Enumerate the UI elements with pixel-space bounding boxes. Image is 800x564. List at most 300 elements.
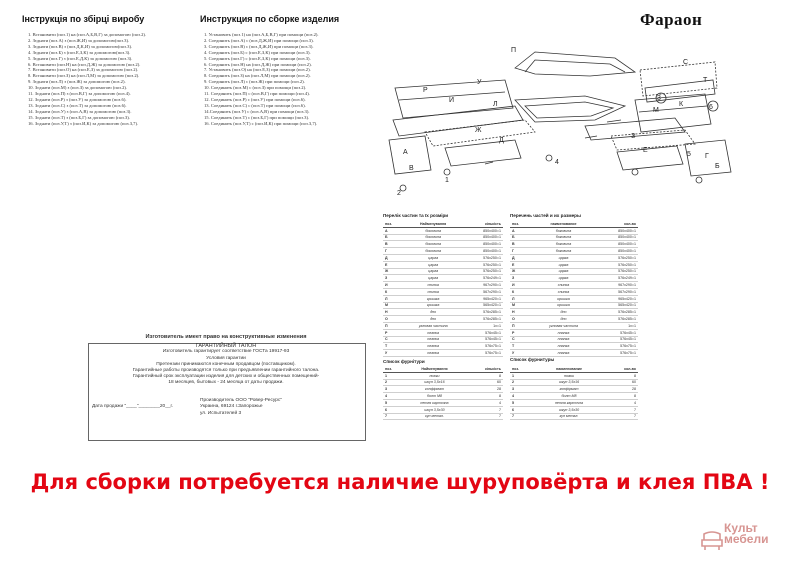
table-row bbox=[383, 254, 503, 261]
table-row bbox=[510, 248, 638, 255]
table-row bbox=[383, 343, 503, 350]
table-cell: К bbox=[383, 288, 403, 295]
list-item: 8. Встановити (поз.З) на (поз.Л,М) за допомогою (поз.2). bbox=[28, 73, 140, 79]
hardware-table-ru bbox=[510, 366, 638, 420]
list-item: 12. Зєднати (поз.Р) з (поз.У) за допомогою (поз.6). bbox=[28, 96, 127, 102]
hardware-table-ua bbox=[383, 366, 503, 420]
table-row bbox=[383, 288, 503, 295]
table-cell: Л bbox=[510, 295, 532, 302]
table-cell: планка bbox=[532, 350, 596, 357]
table-row bbox=[510, 316, 638, 323]
table-cell: спинка bbox=[403, 282, 463, 289]
table-cell: 850х400=1 bbox=[595, 248, 638, 255]
table-cell: 7 bbox=[604, 413, 638, 420]
parts-table-ua bbox=[383, 221, 503, 357]
table-cell: Н bbox=[510, 309, 532, 316]
column-header: поз. bbox=[383, 221, 403, 227]
table-row bbox=[383, 379, 503, 386]
table-row bbox=[383, 295, 503, 302]
table-row bbox=[510, 254, 638, 261]
table-cell: царга bbox=[403, 268, 463, 275]
list-item: 13. Соединить (поз.С) с (поз.Т) при помощи (поз.6). bbox=[204, 102, 306, 108]
table-row bbox=[510, 399, 638, 406]
table-cell: С bbox=[510, 336, 532, 343]
list-item: 3. Зєднати (поз.В) з (поз.Д,К,И) за допомогою(поз.3). bbox=[28, 43, 133, 49]
logo-line: Культ bbox=[724, 521, 758, 535]
table-cell: В bbox=[510, 241, 532, 248]
table-row bbox=[383, 350, 503, 357]
table-cell: царга bbox=[403, 254, 463, 261]
table-cell: 965х420=1 bbox=[595, 295, 638, 302]
diagram-label: Л bbox=[493, 101, 498, 108]
table-row bbox=[383, 282, 503, 289]
diagram-label: Ж bbox=[475, 127, 482, 134]
table-cell: Ж bbox=[383, 268, 403, 275]
list-item: 2. Зєднати (поз.А) з (поз.Ж,И) за допомогою(поз.3). bbox=[28, 37, 130, 43]
table-row bbox=[383, 386, 503, 393]
table-row bbox=[510, 413, 638, 420]
table-cell: 6 bbox=[383, 406, 404, 413]
list-item: 8. Соединить (поз.З) на (поз.Л,М) при помощи (поз.2). bbox=[204, 73, 311, 79]
table-cell: шкуп 3,5х16 bbox=[404, 379, 465, 386]
table-cell: Т bbox=[383, 343, 403, 350]
sofa-logo-icon bbox=[700, 526, 724, 552]
table-cell: 8 bbox=[604, 372, 638, 379]
table-row bbox=[510, 336, 638, 343]
table-cell: Б bbox=[510, 234, 532, 241]
list-item: 14. Зєднати (поз.У) з (поз.А,В) за допомогою (поз.3). bbox=[28, 108, 132, 114]
manufacturer-address: Украина, 69124 г.Запорожье bbox=[200, 404, 263, 410]
table-cell: кришка bbox=[532, 295, 596, 302]
table-cell: боковина bbox=[532, 241, 596, 248]
ua-instructions-title: Інструкція по збірці виробу bbox=[22, 14, 145, 24]
table-cell: планка bbox=[403, 329, 463, 336]
sale-date: Дата продажи "____"________20__г. bbox=[92, 404, 174, 409]
table-cell: 967х290=1 bbox=[463, 282, 503, 289]
table-cell: 576х250=1 bbox=[463, 254, 503, 261]
hardware-ru-title: Список фурнитуры bbox=[510, 357, 555, 362]
table-row bbox=[383, 322, 503, 329]
list-item: 13. Зєднати (поз.С) з (поз.Т) за допомогою (поз.6). bbox=[28, 102, 127, 108]
table-cell: 7 bbox=[510, 413, 534, 420]
table-cell: У bbox=[510, 350, 532, 357]
table-cell: 8 bbox=[465, 372, 503, 379]
table-cell: В bbox=[383, 241, 403, 248]
table-cell: И bbox=[510, 282, 532, 289]
table-cell: 850х400=1 bbox=[463, 241, 503, 248]
manufacturer-info bbox=[200, 398, 282, 417]
list-item: 16. Зєднати (поз.У,Т) з (поз.И,К) за допомогою (поз.3,7). bbox=[28, 120, 139, 126]
table-cell: шкуп 3,5х30 bbox=[534, 406, 604, 413]
ua-steps-list bbox=[28, 32, 193, 127]
manufacturer-name: Производитель ООО "Ровер-Ресурс" bbox=[200, 398, 282, 403]
table-cell: Р bbox=[383, 329, 403, 336]
warranty-title: ГАРАНТИЙНЫЙ ТАЛОН bbox=[195, 343, 257, 350]
diagram-label: Т bbox=[703, 77, 708, 84]
table-cell: 28 bbox=[465, 386, 503, 393]
table-row bbox=[383, 241, 503, 248]
diagram-label: П bbox=[511, 47, 517, 54]
table-cell: 576х250=1 bbox=[595, 254, 638, 261]
table-cell: А bbox=[510, 227, 532, 234]
table-cell: Ж bbox=[510, 268, 532, 275]
warranty-line: Гарантийные работы производятся только при предъявлении гарантийного талона. bbox=[132, 368, 320, 374]
list-item: 3. Соединить (поз.В) с (поз.Д,Ж,И) при помощи (поз.3). bbox=[204, 43, 314, 49]
column-header: поз. bbox=[510, 366, 534, 372]
warranty-line: Условия гарантии bbox=[206, 355, 246, 361]
table-row bbox=[383, 234, 503, 241]
table-cell: куп метал. bbox=[404, 413, 465, 420]
table-cell: Г bbox=[383, 248, 403, 255]
table-cell: 3 bbox=[383, 386, 404, 393]
table-cell: 850х400=1 bbox=[463, 227, 503, 234]
list-item: 10. Зєднати (поз.М) з (поз.З) за допомогою (поз.2). bbox=[28, 85, 128, 91]
table-cell: ножки bbox=[404, 372, 465, 379]
table-cell: боковина bbox=[532, 248, 596, 255]
table-cell: спинка bbox=[532, 288, 596, 295]
diagram-label: Г bbox=[705, 153, 709, 160]
diagram-label: И bbox=[449, 97, 455, 104]
table-cell: П bbox=[383, 322, 403, 329]
table-cell: 850х400=1 bbox=[463, 248, 503, 255]
table-cell: 1х=1 bbox=[595, 322, 638, 329]
hardware-ua-title: Список фурнітури bbox=[383, 359, 425, 364]
table-cell: 7 bbox=[383, 413, 404, 420]
list-item: 2. Соединить (поз.А) с (поз.Д,Ж,И) при помощи (поз.3). bbox=[204, 37, 314, 43]
table-cell: 565х420=1 bbox=[595, 302, 638, 309]
table-cell: 4 bbox=[383, 393, 404, 400]
list-item: 12. Соединить (поз.Р) с (поз.У) при помощи (поз.6). bbox=[204, 96, 306, 102]
diagram-label: 5 bbox=[687, 151, 691, 158]
table-row bbox=[383, 309, 503, 316]
table-cell: Г bbox=[510, 248, 532, 255]
table-cell: 576х249=1 bbox=[463, 275, 503, 282]
table-cell: боковина bbox=[532, 227, 596, 234]
list-item: 15. Зєднати (поз.Т) з (поз.Б,Г) за допомогою (поз.3). bbox=[28, 114, 130, 120]
table-cell: 60 bbox=[604, 379, 638, 386]
list-item: 14.Соединить (поз.У) с (поз.А,В) при помощи (поз.3). bbox=[204, 108, 310, 114]
table-cell: А bbox=[383, 227, 403, 234]
table-cell: 567х290=1 bbox=[463, 288, 503, 295]
table-cell: 5 bbox=[383, 399, 404, 406]
table-cell: царга bbox=[403, 275, 463, 282]
table-cell: 4 bbox=[465, 399, 503, 406]
diagram-label: С bbox=[683, 59, 689, 66]
diagram-label: 3 bbox=[657, 95, 661, 102]
parts-table-ru bbox=[510, 221, 638, 357]
table-cell: 576х45=1 bbox=[463, 329, 503, 336]
logo-text bbox=[724, 523, 768, 545]
table-cell: планка bbox=[532, 343, 596, 350]
table-cell: шкуп 3,5х30 bbox=[404, 406, 465, 413]
product-title: Фараон bbox=[640, 10, 703, 29]
warranty-line: 18 месяцев, бытовых - 24 месяца от даты продажи. bbox=[168, 380, 284, 386]
diagram-label: 4 bbox=[555, 159, 559, 166]
table-cell: дно bbox=[403, 316, 463, 323]
table-cell: М bbox=[510, 302, 532, 309]
table-cell: 6 bbox=[510, 406, 534, 413]
table-cell: 576х250=1 bbox=[595, 261, 638, 268]
table-row bbox=[383, 268, 503, 275]
table-cell: угловая частина bbox=[403, 322, 463, 329]
column-header: кол-во bbox=[595, 221, 638, 227]
table-row bbox=[510, 386, 638, 393]
list-item: 7. Встановити (поз.О) на (поз.Е,З) за допомогою (поз.2). bbox=[28, 67, 139, 73]
table-cell: 850х400=1 bbox=[595, 227, 638, 234]
list-item: 5. Соединить (поз.Г) с (поз.Е,З,К) при помощи (поз.3). bbox=[204, 55, 311, 61]
table-cell: 7 bbox=[465, 413, 503, 420]
table-cell: 576х250=1 bbox=[463, 268, 503, 275]
table-cell: дно bbox=[532, 316, 596, 323]
diagram-label: В bbox=[409, 165, 414, 172]
table-cell: кришка bbox=[403, 302, 463, 309]
table-row bbox=[383, 302, 503, 309]
table-cell: Р bbox=[510, 329, 532, 336]
table-row bbox=[510, 234, 638, 241]
list-item: 7. Установить (поз.О) на (поз.Е,З) при помощи (поз.2). bbox=[204, 67, 311, 73]
table-row bbox=[510, 302, 638, 309]
table-row bbox=[510, 379, 638, 386]
list-item: 15. Соединить (поз.Т) с (поз.Б,Г) при помощи (поз.3). bbox=[204, 114, 310, 120]
table-cell: 576х75=1 bbox=[595, 343, 638, 350]
warranty-header: Изготовитель имеет право на конструктивные изменения bbox=[145, 334, 307, 340]
table-cell: 28 bbox=[604, 386, 638, 393]
diagram-label: У bbox=[477, 79, 482, 86]
table-cell: дно bbox=[532, 309, 596, 316]
table-cell: планка bbox=[403, 343, 463, 350]
table-cell: 576х75=1 bbox=[463, 350, 503, 357]
warranty-line: Гарантийный срок эксплуатации изделия для детских и общественных помещений- bbox=[132, 374, 320, 380]
diagram-label: К bbox=[679, 101, 684, 108]
table-cell: Д bbox=[383, 254, 403, 261]
column-header: кількість bbox=[465, 366, 503, 372]
table-cell: угловая частина bbox=[532, 322, 596, 329]
table-cell: 8 bbox=[465, 393, 503, 400]
table-row bbox=[510, 350, 638, 357]
table-cell: 967х290=1 bbox=[595, 282, 638, 289]
table-row bbox=[510, 261, 638, 268]
diagram-label: З bbox=[631, 133, 636, 140]
logo-line: мебели bbox=[724, 532, 769, 546]
list-item: 11. Зєднати (поз.П) з (поз.В,Г) за допомогою (поз.4). bbox=[28, 91, 131, 97]
column-header: наименование bbox=[532, 221, 596, 227]
list-item: 10. Соединить (поз.М) с (поз.З) при помощи (поз.2). bbox=[204, 85, 307, 91]
column-header: кількість bbox=[463, 221, 503, 227]
parts-ua-title: Перелік частин та їх розміри bbox=[383, 213, 449, 218]
table-row bbox=[510, 406, 638, 413]
table-cell: Е bbox=[510, 261, 532, 268]
table-cell: петля карточна bbox=[534, 399, 604, 406]
table-row bbox=[383, 261, 503, 268]
column-header: кол-во bbox=[604, 366, 638, 372]
table-cell: боковина bbox=[403, 227, 463, 234]
table-row bbox=[383, 406, 503, 413]
list-item: 4. Соединить (поз.Б) с (поз.Е,З,К) при помощи (поз.3). bbox=[204, 49, 311, 55]
table-cell: З bbox=[510, 275, 532, 282]
table-row bbox=[383, 248, 503, 255]
table-row bbox=[510, 343, 638, 350]
table-row bbox=[383, 336, 503, 343]
table-cell: планка bbox=[532, 336, 596, 343]
table-cell: 8 bbox=[604, 393, 638, 400]
column-header: поз. bbox=[510, 221, 532, 227]
table-cell: царга bbox=[532, 268, 596, 275]
table-cell: Е bbox=[383, 261, 403, 268]
table-cell: 4 bbox=[604, 399, 638, 406]
table-cell: 576х285=1 bbox=[463, 316, 503, 323]
table-cell: куп метал. bbox=[534, 413, 604, 420]
list-item: 11. Соединить (поз.П) с (поз.В,Г) при помощи (поз.4). bbox=[204, 91, 310, 97]
table-cell: 567х290=1 bbox=[595, 288, 638, 295]
list-item: 6. Встановити (поз.Н) на (поз.Д,Ж) за допомогою (поз.2). bbox=[28, 61, 141, 67]
table-row bbox=[510, 282, 638, 289]
table-cell: 965х420=1 bbox=[463, 295, 503, 302]
table-cell: М bbox=[383, 302, 403, 309]
table-cell: 850х400=1 bbox=[595, 241, 638, 248]
table-cell: планка bbox=[403, 336, 463, 343]
table-cell: 576х45=1 bbox=[463, 336, 503, 343]
warranty-card bbox=[88, 334, 364, 387]
list-item: 6. Соединить (поз.Н) на (поз.Д,Ж) при помощи (поз.2). bbox=[204, 61, 312, 67]
table-cell: дно bbox=[403, 309, 463, 316]
table-cell: 1 bbox=[510, 372, 534, 379]
table-row bbox=[383, 316, 503, 323]
table-cell: кришка bbox=[403, 295, 463, 302]
list-item: 9. Соединить (поз.Л) с (поз.Ж) при помощи (поз.2). bbox=[204, 79, 305, 85]
table-cell: ножки bbox=[534, 372, 604, 379]
table-cell: 850х400=1 bbox=[463, 234, 503, 241]
list-item: 4. Зєднати (поз.Б) з (поз.Е,З,К) за допомогою(поз.3). bbox=[28, 49, 131, 55]
table-cell: конфірмат bbox=[534, 386, 604, 393]
table-row bbox=[510, 295, 638, 302]
diagram-label: Д bbox=[499, 137, 504, 144]
table-cell: 7 bbox=[465, 406, 503, 413]
column-header: Найменування bbox=[403, 221, 463, 227]
table-row bbox=[383, 413, 503, 420]
table-cell: З bbox=[383, 275, 403, 282]
table-cell: планка bbox=[532, 329, 596, 336]
diagram-label: Р bbox=[423, 87, 428, 94]
table-cell: 5 bbox=[510, 399, 534, 406]
list-item: 1. Встановити (поз.1) на (поз.А,Б,В,Г) за допомогою (поз.2). bbox=[28, 32, 147, 37]
table-cell: 576х45=1 bbox=[595, 329, 638, 336]
table-cell: спинка bbox=[532, 282, 596, 289]
diagram-label: 6 bbox=[709, 104, 713, 111]
table-cell: 565х420=1 bbox=[463, 302, 503, 309]
table-cell: 7 bbox=[604, 406, 638, 413]
table-cell: боковина bbox=[403, 241, 463, 248]
warranty-line: Претензии принимаются конечным продавцом (поставщиком). bbox=[156, 361, 296, 367]
table-row bbox=[383, 399, 503, 406]
assembly-diagram bbox=[385, 40, 745, 200]
list-item: 1. Установить (поз.1) на (поз.А,Б,В,Г) при помощи (поз.2). bbox=[204, 32, 319, 37]
list-item: 16. Соединить (поз.У,Т) с (поз.И,К) при помощи (поз.3,7). bbox=[204, 120, 318, 126]
column-header: поз. bbox=[383, 366, 404, 372]
table-cell: конфірмат bbox=[404, 386, 465, 393]
table-cell: У bbox=[383, 350, 403, 357]
table-row bbox=[510, 241, 638, 248]
ru-steps-list bbox=[204, 32, 374, 127]
ru-instructions-title: Инструкция по сборке изделия bbox=[200, 14, 340, 24]
column-header: Найменування bbox=[404, 366, 465, 372]
table-cell: 576х285=1 bbox=[595, 316, 638, 323]
table-cell: 4 bbox=[510, 393, 534, 400]
manufacturer-street: ул. Испытателей 3 bbox=[200, 410, 242, 416]
table-cell: 3 bbox=[510, 386, 534, 393]
table-cell: петля карточна bbox=[404, 399, 465, 406]
warranty-line: Изготовитель гарантирует соответствие ГОСТа 19917-93 bbox=[162, 349, 290, 355]
table-cell: Н bbox=[383, 309, 403, 316]
table-cell: 60 bbox=[465, 379, 503, 386]
table-cell: 576х45=1 bbox=[595, 336, 638, 343]
table-row bbox=[510, 309, 638, 316]
table-row bbox=[510, 329, 638, 336]
table-row bbox=[383, 372, 503, 379]
table-row bbox=[383, 393, 503, 400]
table-cell: С bbox=[383, 336, 403, 343]
table-row bbox=[510, 268, 638, 275]
table-row bbox=[383, 329, 503, 336]
diagram-label: Е bbox=[643, 147, 648, 154]
parts-ru-title: Перечень частей и их размеры bbox=[510, 213, 581, 218]
table-cell: 576х75=1 bbox=[595, 350, 638, 357]
diagram-label: М bbox=[653, 107, 659, 114]
table-row bbox=[510, 288, 638, 295]
table-cell: К bbox=[510, 288, 532, 295]
table-cell: 1х=1 bbox=[463, 322, 503, 329]
table-cell: боковина bbox=[403, 248, 463, 255]
table-cell: кришка bbox=[532, 302, 596, 309]
table-cell: боковина bbox=[403, 234, 463, 241]
table-row bbox=[510, 322, 638, 329]
table-cell: царга bbox=[532, 261, 596, 268]
table-cell: 576х75=1 bbox=[463, 343, 503, 350]
column-header: наименование bbox=[534, 366, 604, 372]
table-cell: О bbox=[383, 316, 403, 323]
table-cell: боковина bbox=[532, 234, 596, 241]
table-cell: И bbox=[383, 282, 403, 289]
list-item: 9. Зєднати (поз.Л) з (поз.Ж) за допомогою (поз.2). bbox=[28, 79, 126, 85]
table-row bbox=[510, 227, 638, 234]
table-row bbox=[383, 227, 503, 234]
table-cell: Б bbox=[383, 234, 403, 241]
table-row bbox=[510, 275, 638, 282]
table-cell: планка bbox=[403, 350, 463, 357]
table-cell: О bbox=[510, 316, 532, 323]
table-row bbox=[510, 372, 638, 379]
table-cell: 2 bbox=[383, 379, 404, 386]
table-cell: Л bbox=[383, 295, 403, 302]
table-cell: шкуп 3,5х16 bbox=[534, 379, 604, 386]
assembly-note: Для сборки потребуется наличие шуруповёрта и клея ПВА ! bbox=[30, 470, 770, 494]
table-cell: 576х285=1 bbox=[463, 309, 503, 316]
table-cell: П bbox=[510, 322, 532, 329]
table-cell: царга bbox=[403, 261, 463, 268]
diagram-label: 1 bbox=[445, 177, 449, 184]
diagram-label: А bbox=[403, 149, 408, 156]
table-cell: 576х250=1 bbox=[595, 268, 638, 275]
table-cell: 576х249=1 bbox=[595, 275, 638, 282]
table-cell: Т bbox=[510, 343, 532, 350]
table-row bbox=[510, 393, 638, 400]
table-cell: 850х400=1 bbox=[595, 234, 638, 241]
table-cell: царга bbox=[532, 254, 596, 261]
table-cell: 576х285=1 bbox=[595, 309, 638, 316]
table-cell: спинка bbox=[403, 288, 463, 295]
diagram-label: 2 bbox=[397, 190, 401, 197]
table-cell: царга bbox=[532, 275, 596, 282]
table-cell: 1 bbox=[383, 372, 404, 379]
